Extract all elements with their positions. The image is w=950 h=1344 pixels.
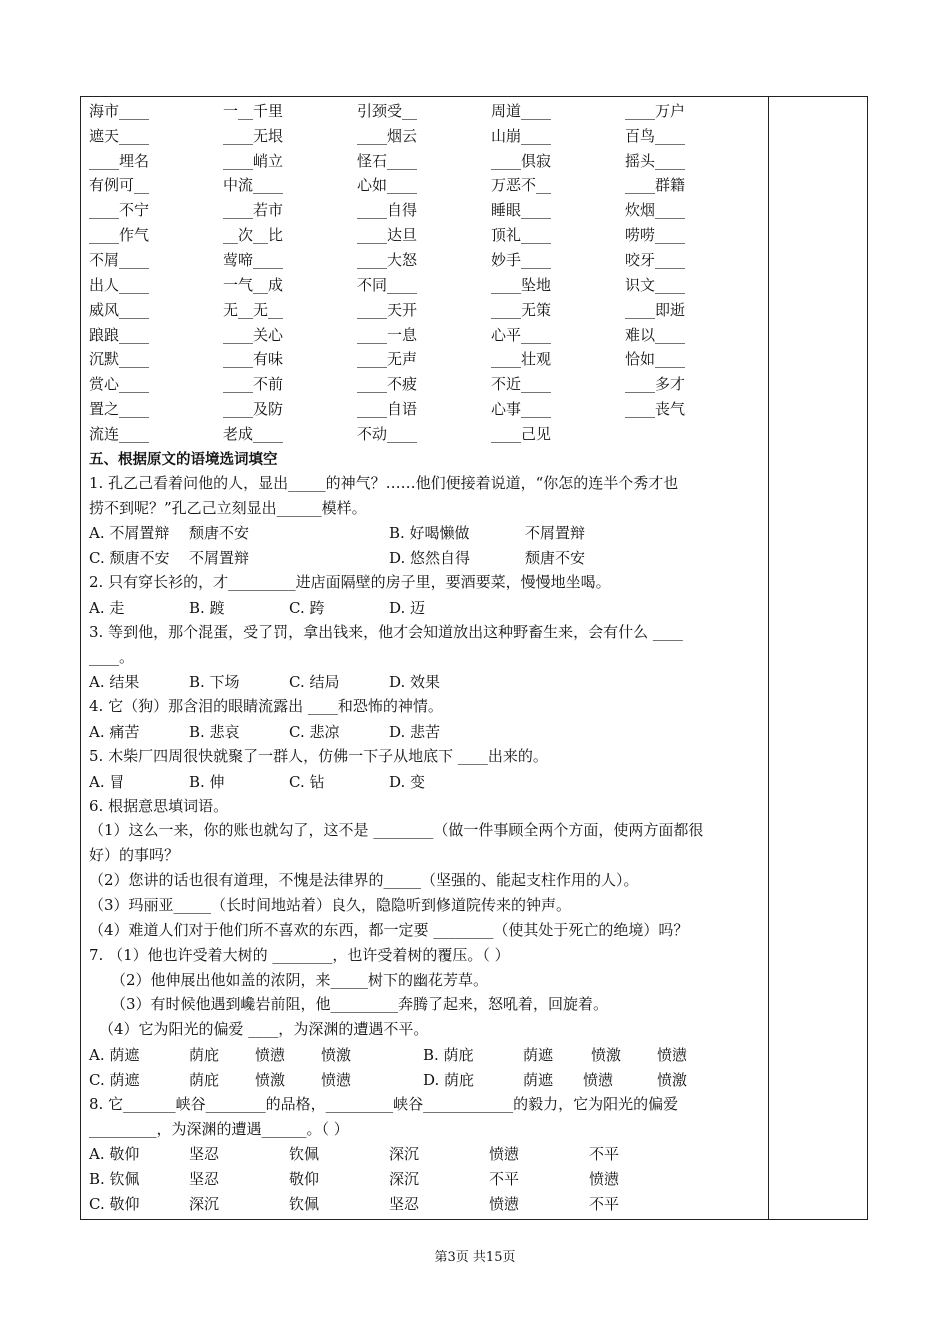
idiom-blank: 识文____	[625, 275, 686, 294]
idiom-blank: 莺啼____	[223, 250, 284, 269]
idiom-blank: 不屑____	[89, 250, 150, 269]
idiom-blank: ____不疲	[357, 375, 418, 394]
question-2-text: 2. 只有穿长衫的，才_________进店面隔壁的房子里，要酒要菜，慢慢地坐喝。	[89, 573, 611, 592]
option-text: B. 踱	[189, 598, 225, 617]
option-text: 荫遮	[523, 1070, 554, 1089]
idiom-blank: 妙手____	[491, 250, 552, 269]
question-8-options-row	[89, 1191, 765, 1216]
idiom-blank: 顶礼____	[491, 226, 552, 245]
idiom-blank: ____俱寂	[491, 151, 552, 170]
idiom-row	[89, 222, 765, 247]
option-text: 愤懑	[489, 1145, 520, 1164]
idiom-row	[89, 346, 765, 371]
table-column-divider	[768, 96, 769, 1220]
idiom-row	[89, 123, 765, 148]
option-text: B. 悲哀	[189, 723, 240, 742]
idiom-blank: 心事____	[491, 400, 552, 419]
idiom-row	[89, 272, 765, 297]
idiom-fill-grid	[89, 98, 765, 446]
idiom-blank: 海市____	[89, 101, 150, 120]
option-text: 愤懑	[255, 1045, 286, 1064]
option-text: 愤激	[321, 1045, 352, 1064]
idiom-blank: 睡眼____	[491, 201, 552, 220]
idiom-blank: ____埋名	[89, 151, 150, 170]
option-text: 愤懑	[583, 1070, 614, 1089]
idiom-blank: 不近____	[491, 375, 552, 394]
option-text: 敬仰	[289, 1170, 320, 1189]
idiom-row	[89, 98, 765, 123]
option-text: 坚忍	[189, 1145, 220, 1164]
option-text: A. 荫遮	[89, 1045, 140, 1064]
option-text: 荫庇	[189, 1045, 220, 1064]
idiom-blank: ____即逝	[625, 300, 686, 319]
idiom-blank: ____大怒	[357, 250, 418, 269]
option-text: C. 跨	[289, 598, 325, 617]
idiom-row	[89, 421, 765, 446]
question-7-item-1: 7. （1）他也许受着大树的 ________，也许受着树的覆压。（ ）	[89, 945, 510, 964]
idiom-row	[89, 371, 765, 396]
question-2-options	[89, 595, 765, 620]
option-text: A. 结果	[89, 673, 140, 692]
idiom-blank: 百鸟____	[625, 126, 686, 145]
idiom-blank: 一__千里	[223, 101, 284, 120]
question-8-options	[89, 1141, 765, 1216]
question-4-text: 4. 它（狗）那含泪的眼睛流露出 ____和恐怖的神情。	[89, 697, 443, 716]
idiom-blank: 流连____	[89, 424, 150, 443]
question-1-line-1: 1. 孔乙己看着问他的人，显出_____的神气？……他们便接着说道，“你怎的连半个秀才也	[89, 473, 679, 492]
option-text: 颓唐不安	[189, 524, 250, 543]
option-text: C. 结局	[289, 673, 340, 692]
idiom-blank: 炊烟____	[625, 201, 686, 220]
idiom-blank: 中流____	[223, 176, 284, 195]
idiom-blank: 一气__成	[223, 275, 284, 294]
option-text: C. 悲凉	[289, 723, 340, 742]
option-text: 坚忍	[189, 1170, 220, 1189]
idiom-blank: 唠唠____	[625, 226, 686, 245]
idiom-blank: 怪石____	[357, 151, 418, 170]
idiom-blank: 难以____	[625, 325, 686, 344]
question-8-line-2: _________，为深渊的遭遇______。（ ）	[89, 1119, 349, 1138]
option-text: D. 悲苦	[389, 723, 441, 742]
idiom-blank: ____自得	[357, 201, 418, 220]
option-text: 颓唐不安	[525, 549, 586, 568]
option-text: A. 走	[89, 598, 125, 617]
idiom-blank: 引颈受__	[357, 101, 418, 120]
option-text: D. 悠然自得	[389, 549, 471, 568]
option-text: 钦佩	[289, 1195, 320, 1214]
idiom-blank: 置之____	[89, 400, 150, 419]
worksheet-content	[89, 98, 765, 1216]
option-text: C. 颓唐不安	[89, 549, 170, 568]
question-6-title: 6. 根据意思填词语。	[89, 796, 229, 815]
option-text: D. 效果	[389, 673, 441, 692]
idiom-blank: 老成____	[223, 424, 284, 443]
option-text: 不屑置辩	[189, 549, 250, 568]
question-5-text: 5. 木柴厂四周很快就聚了一群人，仿佛一下子从地底下 ____出来的。	[89, 746, 548, 765]
idiom-blank: 万恶不__	[491, 176, 552, 195]
idiom-blank: ____坠地	[491, 275, 552, 294]
option-text: 不平	[589, 1145, 620, 1164]
idiom-blank: ____及防	[223, 400, 284, 419]
option-text: 荫庇	[189, 1070, 220, 1089]
question-6-item-4: （4）难道人们对于他们所不喜欢的东西，都一定要 ________（使其处于死亡的绝境）吗？	[89, 920, 689, 939]
idiom-blank: ____有味	[223, 350, 284, 369]
section-title: 五、根据原文的语境选词填空	[89, 451, 278, 468]
question-8-options-row	[89, 1166, 765, 1191]
option-text: 愤激	[255, 1070, 286, 1089]
question-5-options	[89, 769, 765, 794]
idiom-row	[89, 297, 765, 322]
option-text: B. 伸	[189, 772, 225, 791]
question-7-options-row	[89, 1067, 765, 1092]
idiom-blank: 山崩____	[491, 126, 552, 145]
option-text: A. 不屑置辩	[89, 524, 170, 543]
question-8-line-1: 8. 它_______峡谷________的品格，_________峡谷____________的毅力，它为阳光的偏爱	[89, 1094, 679, 1113]
option-text: D. 荫庇	[423, 1070, 475, 1089]
question-1-options-row	[89, 545, 765, 570]
option-text: 荫遮	[523, 1045, 554, 1064]
idiom-blank: ____无声	[357, 350, 418, 369]
idiom-blank: 恰如____	[625, 350, 686, 369]
option-text: C. 敬仰	[89, 1195, 140, 1214]
idiom-blank: ____己见	[491, 424, 552, 443]
idiom-blank: 摇头____	[625, 151, 686, 170]
option-text: 愤懑	[589, 1170, 620, 1189]
idiom-blank: 踉踉____	[89, 325, 150, 344]
question-7-item-2: （2）他伸展出他如盖的浓阴，来_____树下的幽花芳草。	[111, 970, 489, 989]
idiom-row	[89, 322, 765, 347]
idiom-row	[89, 148, 765, 173]
option-text: D. 变	[389, 772, 426, 791]
idiom-blank: __次__比	[223, 226, 284, 245]
option-text: B. 钦佩	[89, 1170, 140, 1189]
option-text: C. 钻	[289, 772, 325, 791]
idiom-blank: ____群籍	[625, 176, 686, 195]
question-6-item-1-cont: 好）的事吗？	[89, 846, 180, 865]
idiom-blank: ____多才	[625, 375, 686, 394]
option-text: 钦佩	[289, 1145, 320, 1164]
question-6-item-2: （2）您讲的话也很有道理，不愧是法律界的_____（坚强的、能起支柱作用的人）。	[89, 871, 639, 890]
idiom-blank: 有例可__	[89, 176, 150, 195]
idiom-blank: 心如____	[357, 176, 418, 195]
question-6-item-3: （3）玛丽亚_____（长时间地站着）良久，隐隐听到修道院传来的钟声。	[89, 896, 572, 914]
option-text: A. 痛苦	[89, 723, 140, 742]
option-text: A. 冒	[89, 772, 125, 791]
idiom-blank: ____达旦	[357, 226, 418, 245]
idiom-blank: 心平____	[491, 325, 552, 344]
idiom-blank: 不同____	[357, 275, 418, 294]
idiom-blank: ____烟云	[357, 126, 418, 145]
question-7-options-row	[89, 1042, 765, 1067]
question-7-item-3: （3）有时候他遇到巉岩前阻，他_________奔腾了起来，怒吼着，回旋着。	[111, 995, 609, 1014]
option-text: C. 荫遮	[89, 1070, 140, 1089]
idiom-blank: ____无策	[491, 300, 552, 319]
option-text: 愤激	[657, 1070, 688, 1089]
idiom-blank: ____峭立	[223, 151, 284, 170]
option-text: 深沉	[389, 1170, 420, 1189]
idiom-blank: 赏心____	[89, 375, 150, 394]
question-3-line-1: 3. 等到他，那个混蛋，受了罚，拿出钱来，他才会知道放出这种野畜生来，会有什么 ____	[89, 622, 683, 641]
option-text: 不平	[589, 1195, 620, 1214]
option-text: 愤懑	[321, 1070, 352, 1089]
idiom-blank: 出人____	[89, 275, 150, 294]
idiom-blank: ____若市	[223, 201, 284, 220]
question-8-options-row	[89, 1141, 765, 1166]
option-text: 不平	[489, 1170, 520, 1189]
question-4-options	[89, 719, 765, 744]
idiom-row	[89, 247, 765, 272]
option-text: A. 敬仰	[89, 1145, 140, 1164]
option-text: 愤激	[591, 1045, 622, 1064]
option-text: 愤懑	[489, 1195, 520, 1214]
idiom-row	[89, 197, 765, 222]
idiom-blank: ____作气	[89, 226, 150, 245]
option-text: D. 迈	[389, 598, 426, 617]
idiom-blank: ____万户	[625, 101, 686, 120]
idiom-blank: 沉默____	[89, 350, 150, 369]
option-text: 深沉	[389, 1145, 420, 1164]
idiom-blank: ____不前	[223, 375, 284, 394]
option-text: 不屑置辩	[525, 524, 586, 543]
idiom-row	[89, 396, 765, 421]
idiom-blank: 无__无__	[223, 300, 284, 319]
idiom-blank: ____一息	[357, 325, 418, 344]
idiom-blank: ____无垠	[223, 126, 284, 145]
page-footer: 第3页 共15页	[434, 1250, 516, 1265]
option-text: 深沉	[189, 1195, 220, 1214]
idiom-blank: ____不宁	[89, 201, 150, 220]
idiom-blank: 威风____	[89, 300, 150, 319]
idiom-blank: ____天开	[357, 300, 418, 319]
question-3-options	[89, 669, 765, 694]
question-1-line-2: 捞不到呢？”孔乙己立刻显出______模样。	[89, 498, 367, 517]
option-text: B. 下场	[189, 673, 240, 692]
question-6-item-1: （1）这么一来，你的账也就勾了，这不是 ________（做一件事顾全两个方面，使两方面都很	[89, 821, 704, 840]
idiom-blank: ____自语	[357, 400, 418, 419]
idiom-blank: ____丧气	[625, 400, 686, 419]
idiom-blank: ____壮观	[491, 350, 552, 369]
idiom-row	[89, 173, 765, 198]
option-text: 愤懑	[657, 1045, 688, 1064]
idiom-blank: 咬牙____	[625, 250, 686, 269]
idiom-blank: 不动____	[357, 424, 418, 443]
question-3-line-2: ____。	[89, 647, 135, 666]
question-1-options-row	[89, 520, 765, 545]
idiom-blank: 遮天____	[89, 126, 150, 145]
option-text: 坚忍	[389, 1195, 420, 1214]
idiom-blank: 周道____	[491, 101, 552, 120]
option-text: B. 好喝懒做	[389, 524, 470, 543]
option-text: B. 荫庇	[423, 1045, 474, 1064]
idiom-blank: ____关心	[223, 325, 284, 344]
question-7-item-4: （4）它为阳光的偏爱 ____，为深渊的遭遇不平。	[99, 1020, 429, 1039]
